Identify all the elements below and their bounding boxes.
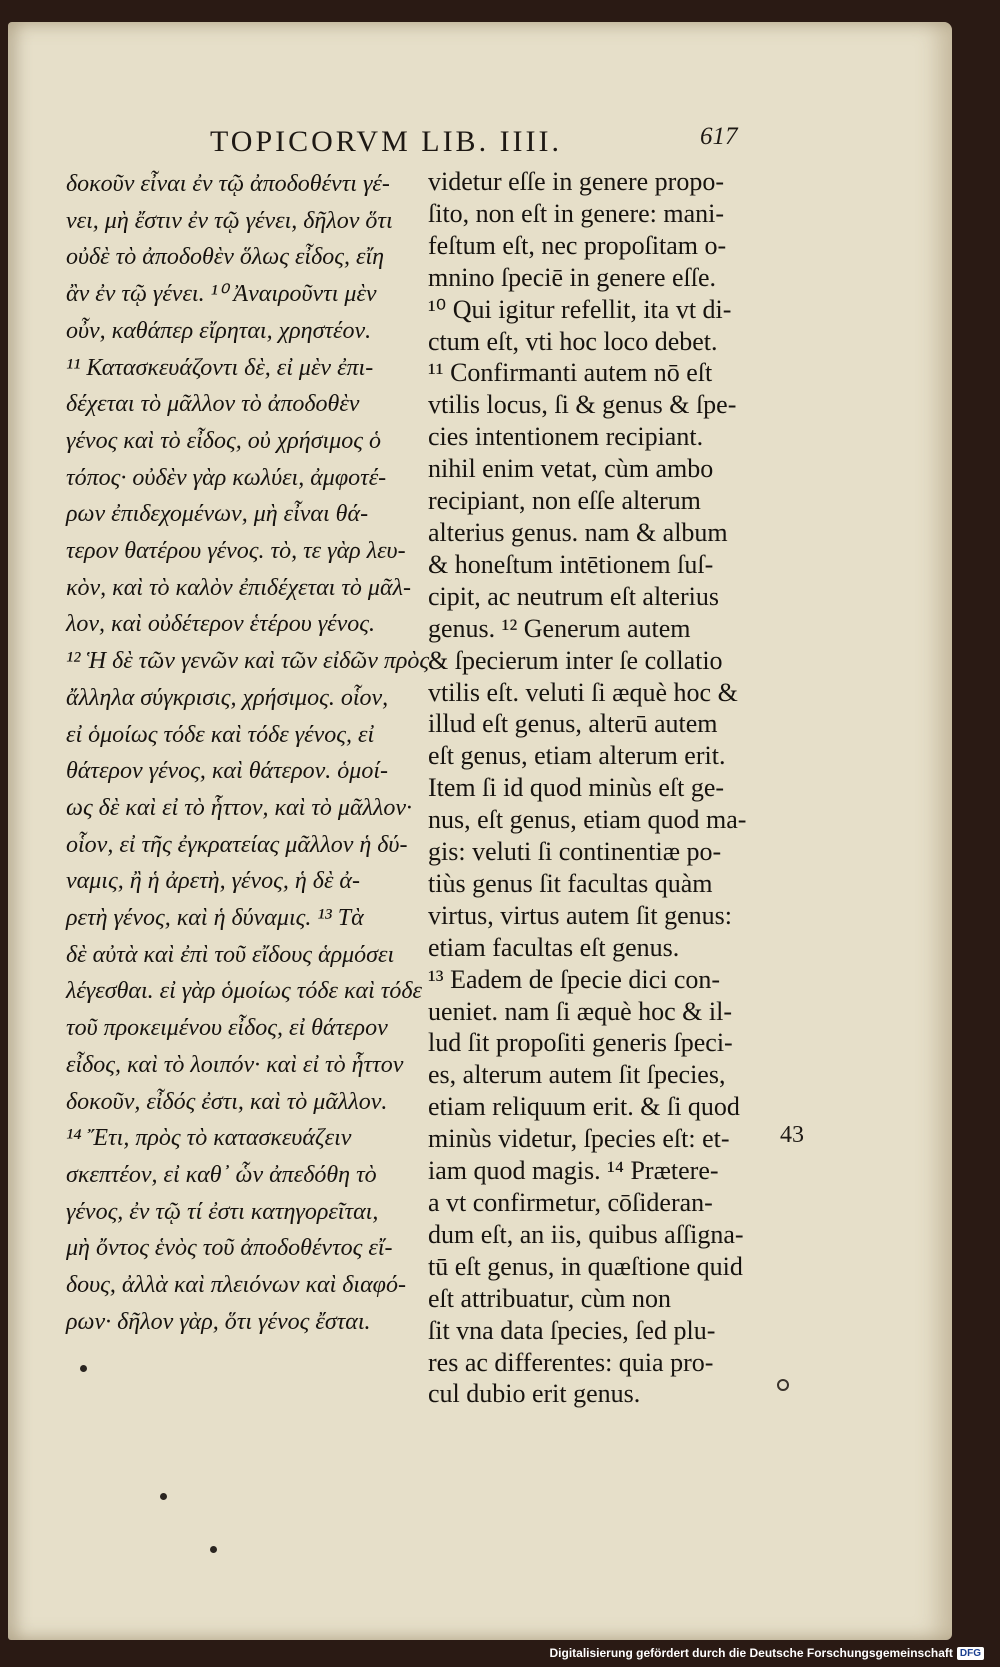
text-line: recipiant, non eſſe alterum — [428, 486, 701, 516]
text-line: γένος καὶ τὸ εἶδος, οὐ χρήσιμος ὁ — [66, 427, 381, 454]
text-line: κὸν, καὶ τὸ καλὸν ἐπιδέχεται τὸ μᾶλ- — [66, 574, 411, 601]
text-line: ¹¹ Κατασκευάζοντι δὲ, εἰ μὲν ἐπι- — [66, 354, 374, 381]
text-line: eſt genus, etiam alterum erit. — [428, 741, 726, 771]
text-line: ρων ἐπιδεχομένων, μὴ εἶναι θά- — [66, 501, 369, 528]
text-line: τόπος· οὐδὲν γὰρ κωλύει, ἀμφοτέ- — [66, 464, 387, 491]
text-line: λέγεσθαι. εἰ γὰρ ὁμοίως τόδε καὶ τόδε — [66, 978, 422, 1005]
text-line: lud ſit propoſiti generis ſpeci- — [428, 1028, 733, 1058]
text-line: illud eſt genus, alterū autem — [428, 709, 718, 739]
text-line: ἄλληλα σύγκρισις, χρήσιμος. οἷον, — [66, 684, 389, 711]
text-line: τερον θατέρου γένος. τὸ, τε γὰρ λευ- — [66, 538, 406, 565]
text-line: res ac differentes: quia pro- — [428, 1347, 714, 1377]
text-line: ſito, non eſt in genere: mani- — [428, 198, 725, 228]
text-line: δοκοῦν, εἶδός ἐστι, καὶ τὸ μᾶλλον. — [66, 1088, 388, 1115]
text-line: γένος, ἐν τῷ τί ἐστι κατηγορεῖται, — [66, 1198, 379, 1225]
text-line: alterius genus. nam & album — [428, 517, 728, 547]
text-line: οὐδὲ τὸ ἀποδοθὲν ὅλως εἶδος, εἴη — [66, 244, 385, 271]
margin-note-number: 43 — [780, 1122, 804, 1148]
text-line: εἰ ὁμοίως τόδε καὶ τόδε γένος, εἰ — [66, 721, 375, 748]
text-line: iam quod magis. ¹⁴ Prætere- — [428, 1156, 719, 1186]
running-title: TOPICORVM LIB. IIII. — [210, 125, 563, 158]
text-line: ¹⁴ Ἔτι, πρὸς τὸ κατασκευάζειν — [66, 1125, 352, 1152]
text-line: δέχεται τὸ μᾶλλον τὸ ἀποδοθὲν — [66, 391, 360, 418]
footer-credit-text: Digitalisierung gefördert durch die Deutsche Forschungsgemeinschaft — [549, 1646, 953, 1660]
text-line: ως δὲ καὶ εἰ τὸ ἧττον, καὶ τὸ μᾶλλον· — [66, 794, 412, 821]
text-line: nus, eſt genus, etiam quod ma- — [428, 805, 747, 835]
text-line: cies intentionem recipiant. — [428, 422, 704, 452]
ink-speck — [210, 1546, 217, 1553]
latin-column — [428, 166, 773, 1410]
text-line: ρετὴ γένος, καὶ ἡ δύναμις. ¹³ Τὰ — [66, 905, 364, 932]
text-line: εἶδος, καὶ τὸ λοιπόν· καὶ εἰ τὸ ἧττον — [66, 1051, 404, 1078]
dfg-logo: DFG — [957, 1647, 984, 1660]
text-line: nihil enim vetat, cùm ambo — [428, 454, 714, 484]
text-line: cul dubio erit genus. — [428, 1379, 641, 1409]
footer-credit — [549, 1646, 984, 1660]
text-line: tū eſt genus, in quæſtione quid — [428, 1251, 743, 1281]
ink-speck — [80, 1365, 87, 1372]
greek-column — [66, 166, 430, 1341]
text-line: virtus, virtus autem ſit genus: — [428, 900, 733, 930]
text-line: ctum eſt, vti hoc loco debet. — [428, 326, 718, 356]
text-line: ρων· δῆλον γὰρ, ὅτι γένος ἔσται. — [66, 1308, 371, 1335]
text-line: ſit vna data ſpecies, ſed plu- — [428, 1315, 716, 1345]
text-line: etiam reliquum erit. & ſi quod — [428, 1092, 740, 1122]
text-line: Item ſi id quod minùs eſt ge- — [428, 773, 725, 803]
ink-speck — [160, 1493, 167, 1500]
text-line: ¹³ Eadem de ſpecie dici con- — [428, 964, 721, 994]
text-line: τοῦ προκειμένου εἶδος, εἰ θάτερον — [66, 1015, 388, 1042]
text-line: ἂν ἐν τῷ γένει. ¹⁰ Ἀναιροῦντι μὲν — [66, 281, 377, 308]
text-line: dum eſt, an iis, quibus aſſigna- — [428, 1219, 744, 1249]
text-line: gis: veluti ſi continentiæ po- — [428, 837, 722, 867]
text-line: νει, μὴ ἔστιν ἐν τῷ γένει, δῆλον ὅτι — [66, 207, 393, 234]
text-line: δὲ αὐτὰ καὶ ἐπὶ τοῦ εἴδους ἁρμόσει — [66, 941, 395, 968]
text-line: λον, καὶ οὐδέτερον ἑτέρου γένος. — [66, 611, 376, 638]
text-line: οἷον, εἰ τῆς ἐγκρατείας μᾶλλον ἡ δύ- — [66, 831, 408, 858]
text-line: ναμις, ἢ ἡ ἀρετὴ, γένος, ἡ δὲ ἀ- — [66, 868, 360, 895]
text-line: es, alterum autem ſit ſpecies, — [428, 1060, 726, 1090]
text-line: & honeſtum intētionem ſuſ- — [428, 549, 714, 579]
text-line: δοκοῦν εἶναι ἐν τῷ ἀποδοθέντι γέ- — [66, 171, 390, 197]
text-line: & ſpecierum inter ſe collatio — [428, 645, 723, 675]
text-line: feſtum eſt, nec propoſitam o- — [428, 230, 727, 260]
text-line: δους, ἀλλὰ καὶ πλειόνων καὶ διαφό- — [66, 1272, 406, 1299]
text-line: tiùs genus ſit facultas quàm — [428, 868, 713, 898]
text-line: οὖν, καθάπερ εἴρηται, χρηστέον. — [66, 317, 372, 344]
text-line: ¹² Ἡ δὲ τῶν γενῶν καὶ τῶν εἰδῶν πρὸς — [66, 648, 430, 675]
text-line: σκεπτέον, εἰ καθ᾽ ὧν ἀπεδόθη τὸ — [66, 1161, 377, 1188]
text-line: ¹⁰ Qui igitur refellit, ita vt di- — [428, 294, 732, 324]
text-line: genus. ¹² Generum autem — [428, 613, 691, 643]
text-line: videtur eſſe in genere propo- — [428, 167, 724, 196]
text-line: a vt confirmetur, cōſideran- — [428, 1188, 713, 1217]
text-line: μὴ ὄντος ἑνὸς τοῦ ἀποδοθέντος εἴ- — [66, 1235, 393, 1262]
text-line: vtilis eſt. veluti ſi æquè hoc & — [428, 677, 738, 707]
text-line: minùs videtur, ſpecies eſt: et- — [428, 1124, 730, 1154]
text-line: mnino ſpeciē in genere eſſe. — [428, 262, 717, 292]
ink-ring — [777, 1379, 789, 1391]
text-line: ueniet. nam ſi æquè hoc & il- — [428, 996, 732, 1026]
text-line: θάτερον γένος, καὶ θάτερον. ὁμοί- — [66, 758, 389, 785]
text-line: ¹¹ Confirmanti autem nō eſt — [428, 358, 713, 388]
text-line: cipit, ac neutrum eſt alterius — [428, 581, 719, 611]
page-number: 617 — [700, 123, 738, 150]
text-line: vtilis locus, ſi & genus & ſpe- — [428, 390, 737, 420]
text-line: etiam facultas eſt genus. — [428, 932, 680, 962]
text-line: eſt attribuatur, cùm non — [428, 1283, 672, 1313]
